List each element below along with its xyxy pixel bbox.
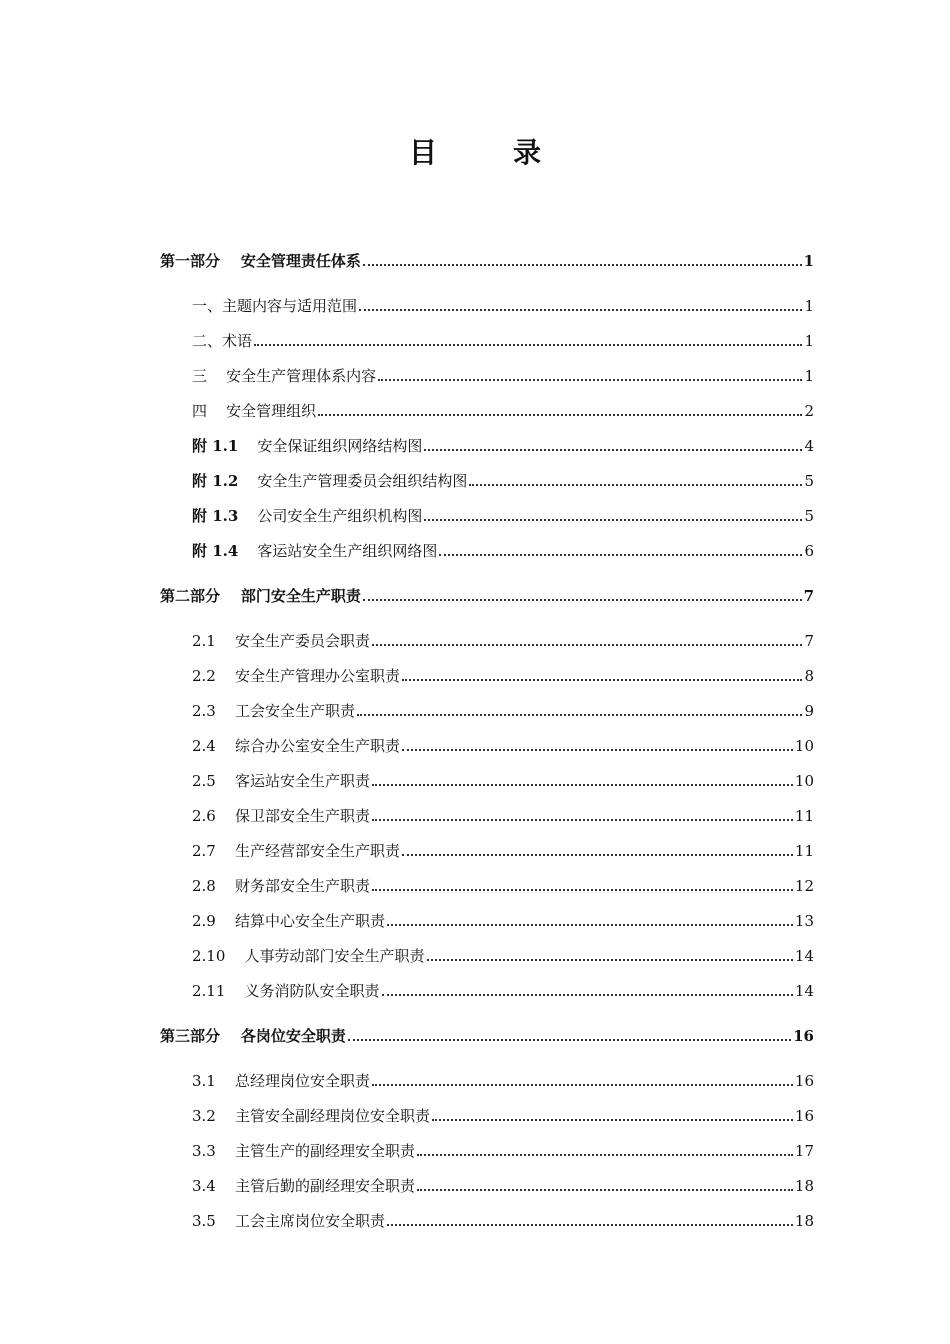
toc-entry[interactable] — [192, 628, 814, 650]
toc-entry-label: 公司安全生产组织机构图 — [257, 507, 423, 525]
toc-entry-number: 3.2 — [192, 1107, 216, 1125]
toc-entry-label: 安全管理责任体系 — [240, 252, 361, 270]
toc-entry-label: 总经理岗位安全职责 — [234, 1072, 370, 1090]
toc-entry-number: 2.10 — [192, 947, 226, 965]
toc-entry-number: 2.4 — [192, 737, 216, 755]
toc-dot-leader — [363, 263, 802, 266]
toc-entry-label: 安全生产委员会职责 — [234, 632, 370, 650]
title-char-right: 录 — [513, 136, 542, 169]
toc-entry[interactable] — [192, 1068, 814, 1090]
toc-page-number: 12 — [794, 877, 814, 895]
toc-entry-label: 综合办公室安全生产职责 — [234, 737, 400, 755]
toc-entry-spacer — [207, 402, 226, 420]
toc-page-number: 5 — [804, 472, 814, 490]
toc-entry-number: 附 1.3 — [192, 507, 239, 525]
toc-entry-label: 主管安全副经理岗位安全职责 — [234, 1107, 430, 1125]
toc-entry-number: 2.2 — [192, 667, 216, 685]
toc-page-number: 5 — [804, 507, 814, 525]
toc-page-number: 11 — [794, 807, 814, 825]
toc-entry-number: 四 — [192, 402, 208, 420]
toc-entry[interactable] — [192, 398, 814, 420]
toc-entry-number: 2.9 — [192, 912, 216, 930]
toc-entry-label: 一、主题内容与适用范围 — [192, 297, 358, 315]
toc-entry-label: 二、术语 — [192, 332, 253, 350]
toc-dot-leader — [357, 713, 803, 716]
toc-entry-spacer — [207, 367, 226, 385]
toc-entry-number: 附 1.4 — [192, 542, 239, 560]
toc-entry[interactable] — [192, 1138, 814, 1160]
toc-entry-number: 2.3 — [192, 702, 216, 720]
toc-dot-leader — [402, 853, 793, 856]
toc-entry-label: 工会安全生产职责 — [234, 702, 355, 720]
toc-entry-number: 2.6 — [192, 807, 216, 825]
toc-entry-label: 义务消防队安全职责 — [244, 982, 380, 1000]
toc-entry-label: 生产经营部安全生产职责 — [234, 842, 400, 860]
toc-entry[interactable] — [192, 328, 814, 350]
toc-entry-spacer — [216, 737, 235, 755]
toc-entry-number: 第三部分 — [160, 1027, 221, 1045]
toc-entry[interactable] — [192, 908, 814, 930]
toc-entry-number: 附 1.2 — [192, 472, 239, 490]
toc-page-number: 7 — [804, 632, 814, 650]
toc-entry-label: 财务部安全生产职责 — [234, 877, 370, 895]
toc-entry-number: 第二部分 — [160, 587, 221, 605]
toc-entry-spacer — [220, 252, 241, 270]
toc-entry-label: 保卫部安全生产职责 — [234, 807, 370, 825]
toc-page-number: 8 — [804, 667, 814, 685]
toc-entry-spacer — [238, 437, 257, 455]
toc-dot-leader — [424, 518, 802, 521]
toc-entry[interactable] — [192, 838, 814, 860]
toc-page-number: 11 — [794, 842, 814, 860]
toc-dot-leader — [439, 553, 802, 556]
toc-entry-spacer — [216, 702, 235, 720]
toc-dot-leader — [348, 1038, 791, 1041]
toc-entry-number: 三 — [192, 367, 208, 385]
toc-entry-spacer — [225, 947, 244, 965]
toc-page-number: 1 — [804, 297, 814, 315]
toc-entry[interactable] — [192, 803, 814, 825]
toc-page-number: 17 — [794, 1142, 814, 1160]
toc-entry-number: 2.7 — [192, 842, 216, 860]
toc-entry[interactable] — [192, 663, 814, 685]
toc-entry-number: 3.5 — [192, 1212, 216, 1230]
toc-entry[interactable] — [192, 433, 814, 455]
toc-entry-spacer — [216, 877, 235, 895]
toc-part-entry[interactable] — [160, 583, 814, 605]
toc-dot-leader — [359, 308, 802, 311]
toc-entry-label: 客运站安全生产组织网络图 — [257, 542, 438, 560]
toc-page-number: 16 — [793, 1027, 814, 1045]
toc-entry-spacer — [216, 1142, 235, 1160]
toc-entry-label: 主管后勤的副经理安全职责 — [234, 1177, 415, 1195]
toc-page-number: 9 — [804, 702, 814, 720]
toc-entry-spacer — [238, 507, 257, 525]
toc-entry-number: 2.5 — [192, 772, 216, 790]
page-title — [0, 131, 950, 175]
toc-part-entry[interactable] — [160, 1023, 814, 1045]
toc-entry-spacer — [216, 1107, 235, 1125]
toc-entry-spacer — [238, 472, 257, 490]
toc-entry-number: 2.8 — [192, 877, 216, 895]
toc-dot-leader — [378, 378, 802, 381]
toc-entry-spacer — [216, 912, 235, 930]
toc-entry[interactable] — [192, 293, 814, 315]
toc-entry[interactable] — [192, 698, 814, 720]
toc-entry-number: 2.1 — [192, 632, 216, 650]
toc-entry-spacer — [238, 542, 257, 560]
toc-entry-spacer — [216, 842, 235, 860]
toc-dot-leader — [372, 1083, 793, 1086]
toc-dot-leader — [254, 343, 802, 346]
toc-page-number: 18 — [794, 1177, 814, 1195]
toc-entry-spacer — [216, 632, 235, 650]
toc-dot-leader — [387, 1223, 793, 1226]
toc-dot-leader — [417, 1153, 793, 1156]
toc-entry[interactable] — [192, 1103, 814, 1125]
toc-entry-spacer — [216, 772, 235, 790]
toc-entry-label: 安全生产管理办公室职责 — [234, 667, 400, 685]
toc-entry-label: 安全管理组织 — [226, 402, 317, 420]
toc-dot-leader — [424, 448, 802, 451]
toc-entry-spacer — [216, 807, 235, 825]
toc-page-number: 1 — [803, 252, 814, 270]
toc-page-number: 16 — [794, 1107, 814, 1125]
toc-entry-label: 安全保证组织网络结构图 — [257, 437, 423, 455]
toc-entry[interactable] — [192, 538, 814, 560]
toc-page-number: 6 — [804, 542, 814, 560]
toc-page-number: 10 — [794, 737, 814, 755]
toc-entry[interactable] — [192, 1173, 814, 1195]
toc-page-number: 13 — [794, 912, 814, 930]
toc-entry-number: 第一部分 — [160, 252, 221, 270]
toc-dot-leader — [372, 643, 803, 646]
toc-page-number: 10 — [794, 772, 814, 790]
toc-dot-leader — [372, 783, 793, 786]
toc-entry-label: 人事劳动部门安全生产职责 — [244, 947, 425, 965]
toc-dot-leader — [427, 958, 793, 961]
toc-entry-label: 安全生产管理体系内容 — [226, 367, 377, 385]
toc-entry-label: 工会主席岗位安全职责 — [234, 1212, 385, 1230]
toc-entry-spacer — [216, 1177, 235, 1195]
toc-entry[interactable] — [192, 943, 814, 965]
toc-entry-label: 部门安全生产职责 — [240, 587, 361, 605]
toc-page-number: 14 — [794, 947, 814, 965]
toc-dot-leader — [372, 818, 793, 821]
toc-dot-leader — [417, 1188, 793, 1191]
title-char-left: 目 — [408, 136, 437, 169]
toc-page-number: 16 — [794, 1072, 814, 1090]
toc-entry[interactable] — [192, 733, 814, 755]
toc-entry[interactable] — [192, 873, 814, 895]
toc-entry-number: 3.3 — [192, 1142, 216, 1160]
toc-dot-leader — [387, 923, 793, 926]
toc-entry-number: 2.11 — [192, 982, 226, 1000]
toc-entry-number: 3.1 — [192, 1072, 216, 1090]
toc-entry[interactable] — [192, 1208, 814, 1230]
toc-dot-leader — [469, 483, 802, 486]
toc-entry[interactable] — [192, 468, 814, 490]
toc-dot-leader — [363, 598, 802, 601]
toc-page-number: 7 — [803, 587, 814, 605]
toc-dot-leader — [318, 413, 802, 416]
toc-entry-number: 3.4 — [192, 1177, 216, 1195]
toc-entry-label: 结算中心安全生产职责 — [234, 912, 385, 930]
toc-page-number: 18 — [794, 1212, 814, 1230]
toc-entry[interactable] — [192, 503, 814, 525]
toc-entry-spacer — [220, 1027, 241, 1045]
toc-entry-spacer — [220, 587, 241, 605]
toc-entry-label: 客运站安全生产职责 — [234, 772, 370, 790]
toc-entry[interactable] — [192, 768, 814, 790]
toc-page-number: 1 — [804, 332, 814, 350]
toc-page-number: 2 — [804, 402, 814, 420]
toc-dot-leader — [432, 1118, 793, 1121]
toc-page-number: 14 — [794, 982, 814, 1000]
toc-page-number: 4 — [804, 437, 814, 455]
toc-entry-spacer — [216, 1212, 235, 1230]
toc-entry-number: 附 1.1 — [192, 437, 239, 455]
toc-entry-spacer — [225, 982, 244, 1000]
toc-entry[interactable] — [192, 363, 814, 385]
toc-entry-label: 主管生产的副经理安全职责 — [234, 1142, 415, 1160]
toc-entry-label: 各岗位安全职责 — [240, 1027, 346, 1045]
toc-entry[interactable] — [192, 978, 814, 1000]
toc-entry-spacer — [216, 1072, 235, 1090]
toc-part-entry[interactable] — [160, 248, 814, 270]
toc-entry-label: 安全生产管理委员会组织结构图 — [257, 472, 468, 490]
toc-entry-spacer — [216, 667, 235, 685]
toc-page-number: 1 — [804, 367, 814, 385]
toc-dot-leader — [372, 888, 793, 891]
toc-dot-leader — [402, 678, 803, 681]
toc-dot-leader — [402, 748, 793, 751]
toc-dot-leader — [382, 993, 793, 996]
